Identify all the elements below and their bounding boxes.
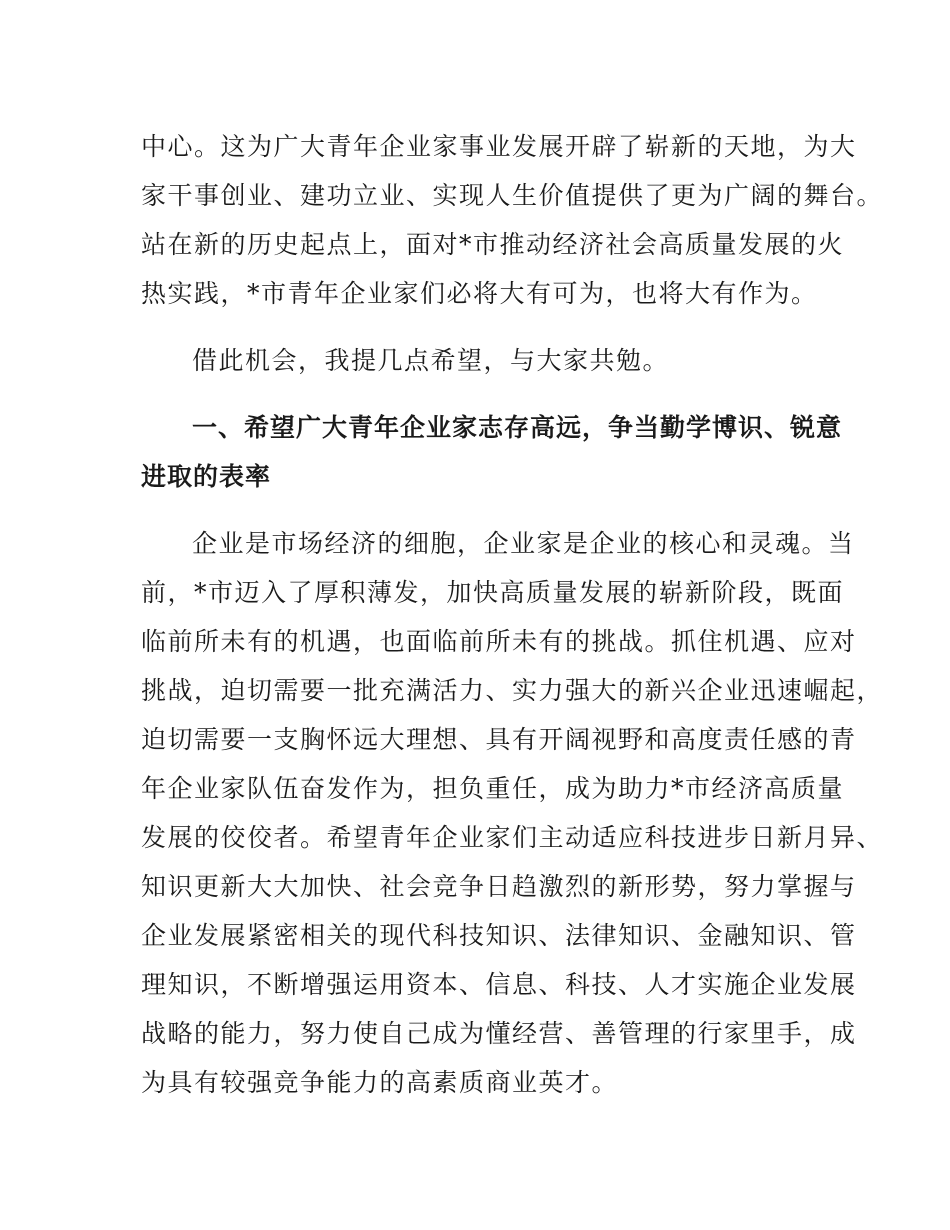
paragraph-hopes-intro — [141, 336, 831, 385]
text-line: 战略的能力，努力使自己成为懂经营、善管理的行家里手，成 — [141, 1019, 857, 1048]
paragraph-gap — [141, 501, 831, 519]
text-line: 前，*市迈入了厚积薄发，加快高质量发展的崭新阶段，既面 — [141, 578, 845, 607]
text-line: 企业发展紧密相关的现代科技知识、法律知识、金融知识、管 — [141, 921, 857, 950]
text-line: 中心。这为广大青年企业家事业发展开辟了崭新的天地，为大 — [141, 132, 857, 161]
text-line: 企业是市场经济的细胞，企业家是企业的核心和灵魂。当 — [192, 529, 855, 558]
document-body — [141, 122, 884, 1107]
section-heading — [141, 403, 843, 501]
text-line: 借此机会，我提几点希望，与大家共勉。 — [192, 346, 670, 375]
text-line: 迫切需要一支胸怀远大理想、具有开阔视野和高度责任感的青 — [141, 725, 857, 754]
text-line: 年企业家队伍奋发作为，担负重任，成为助力*市经济高质量 — [141, 774, 845, 803]
text-line: 知识更新大大加快、社会竞争日趋激烈的新形势，努力掌握与 — [141, 872, 857, 901]
text-line: 为具有较强竞争能力的高素质商业英才。 — [141, 1068, 619, 1097]
text-line: 家干事创业、建功立业、实现人生价值提供了更为广阔的舞台。 — [141, 181, 884, 210]
text-line: 热实践，*市青年企业家们必将大有可为，也将大有作为。 — [141, 279, 818, 308]
text-line: 理知识，不断增强运用资本、信息、科技、人才实施企业发展 — [141, 970, 857, 999]
text-line: 站在新的历史起点上，面对*市推动经济社会高质量发展的火 — [141, 230, 845, 259]
heading-line: 进取的表率 — [141, 462, 272, 491]
paragraph-continuation — [141, 122, 884, 318]
text-line: 发展的佼佼者。希望青年企业家们主动适应科技进步日新月异、 — [141, 823, 884, 852]
paragraph-gap — [141, 385, 831, 403]
paragraph-body — [141, 519, 884, 1107]
heading-line: 一、希望广大青年企业家志存高远，争当勤学博识、锐意 — [192, 413, 843, 442]
text-line: 挑战，迫切需要一批充满活力、实力强大的新兴企业迅速崛起， — [141, 676, 884, 705]
paragraph-gap — [141, 318, 831, 336]
text-line: 临前所未有的机遇，也面临前所未有的挑战。抓住机遇、应对 — [141, 627, 857, 656]
